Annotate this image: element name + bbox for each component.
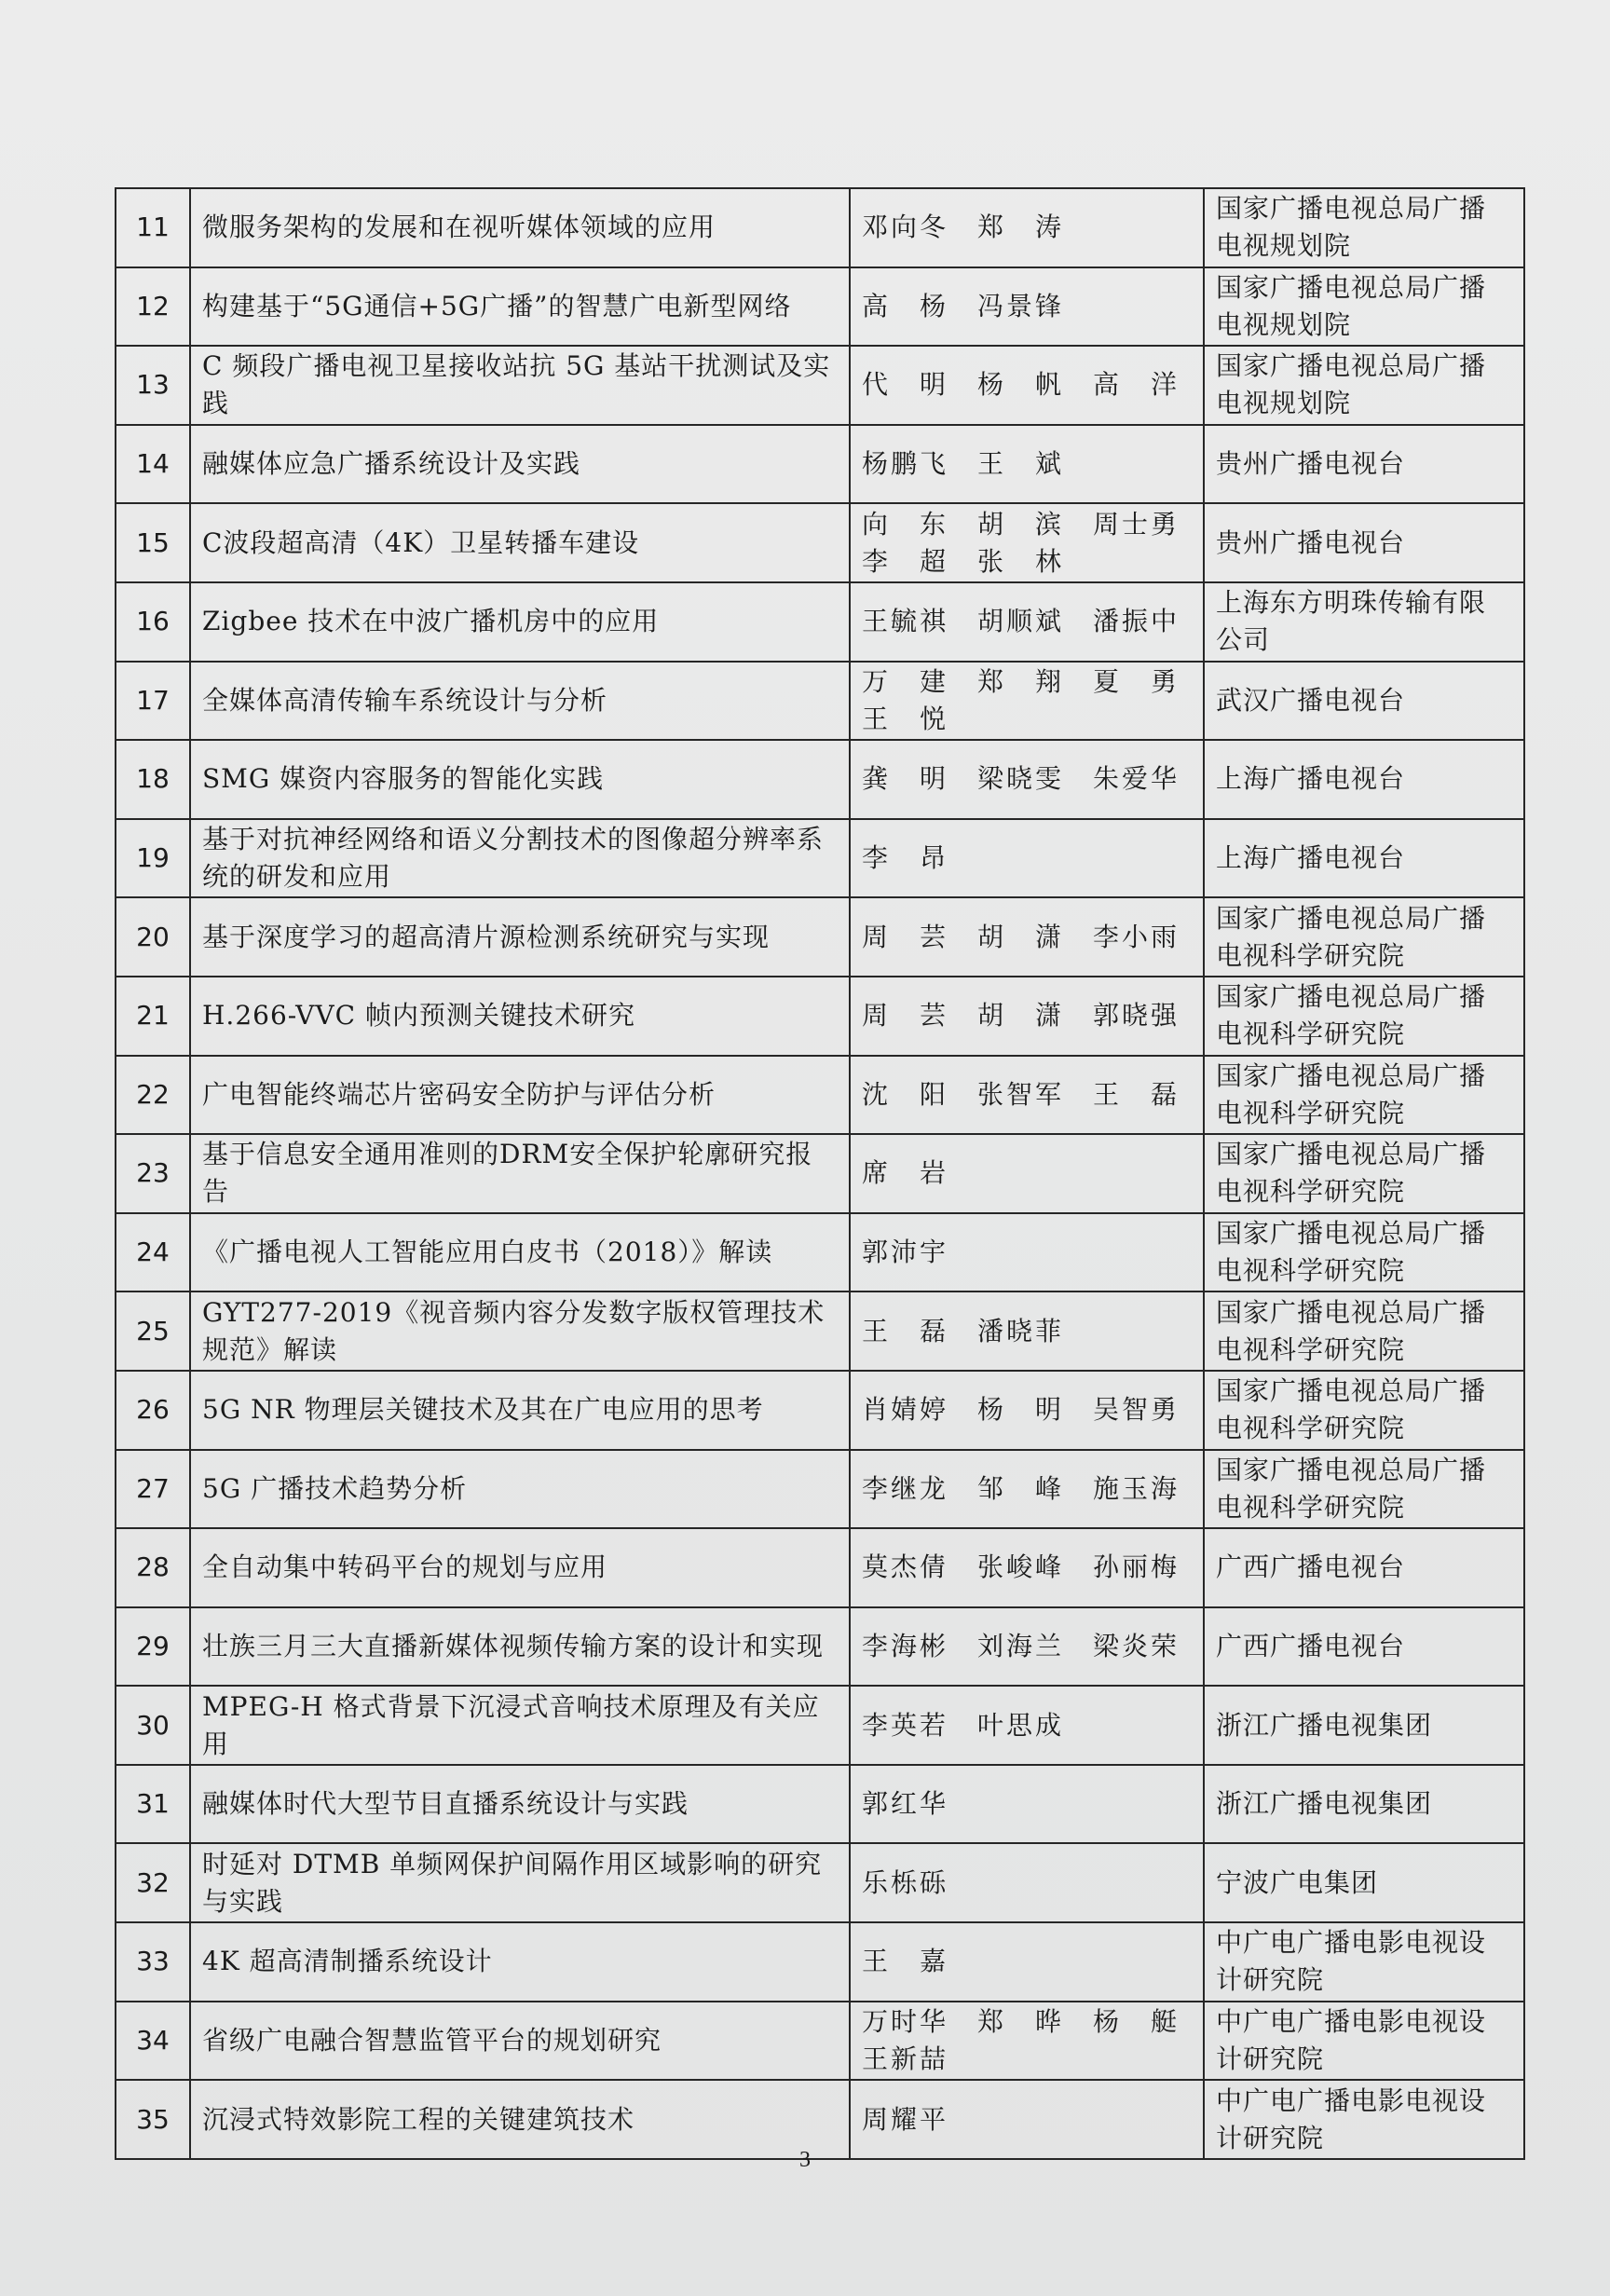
paper-title: 全媒体高清传输车系统设计与分析 xyxy=(190,662,850,741)
row-number: 27 xyxy=(116,1450,190,1529)
table-row xyxy=(116,1607,1524,1687)
table-row xyxy=(116,662,1524,741)
table-row xyxy=(116,1134,1524,1213)
paper-title: MPEG-H 格式背景下沉浸式音响技术原理及有关应用 xyxy=(190,1686,850,1765)
row-number: 24 xyxy=(116,1213,190,1292)
table-row xyxy=(116,1922,1524,2002)
row-number: 14 xyxy=(116,425,190,504)
table-row xyxy=(116,425,1524,504)
paper-title: 时延对 DTMB 单频网保护间隔作用区域影响的研究与实践 xyxy=(190,1843,850,1922)
authors: 邓向冬 郑 涛 xyxy=(850,188,1204,267)
authors: 王 磊 潘晓菲 xyxy=(850,1292,1204,1371)
row-number: 18 xyxy=(116,740,190,819)
row-number: 13 xyxy=(116,346,190,425)
table-row xyxy=(116,1843,1524,1922)
table-row xyxy=(116,346,1524,425)
row-number: 15 xyxy=(116,503,190,582)
organization: 广西广播电视台 xyxy=(1204,1607,1524,1687)
row-number: 29 xyxy=(116,1607,190,1687)
organization: 国家广播电视总局广播电视规划院 xyxy=(1204,346,1524,425)
authors: 杨鹏飞 王 斌 xyxy=(850,425,1204,504)
organization: 贵州广播电视台 xyxy=(1204,503,1524,582)
organization: 广西广播电视台 xyxy=(1204,1528,1524,1607)
authors: 代 明 杨 帆 高 洋 xyxy=(850,346,1204,425)
organization: 贵州广播电视台 xyxy=(1204,425,1524,504)
paper-title: 基于对抗神经网络和语义分割技术的图像超分辨率系统的研发和应用 xyxy=(190,819,850,898)
organization: 国家广播电视总局广播电视科学研究院 xyxy=(1204,1213,1524,1292)
paper-title: 5G 广播技术趋势分析 xyxy=(190,1450,850,1529)
authors: 周 芸 胡 潇 郭晓强 xyxy=(850,977,1204,1056)
authors: 李英若 叶思成 xyxy=(850,1686,1204,1765)
authors: 李海彬 刘海兰 梁炎荣 xyxy=(850,1607,1204,1687)
paper-title: 全自动集中转码平台的规划与应用 xyxy=(190,1528,850,1607)
authors: 莫杰倩 张峻峰 孙丽梅 xyxy=(850,1528,1204,1607)
paper-title: 广电智能终端芯片密码安全防护与评估分析 xyxy=(190,1056,850,1135)
table-row xyxy=(116,819,1524,898)
paper-title: C波段超高清（4K）卫星转播车建设 xyxy=(190,503,850,582)
authors: 王毓祺 胡顺斌 潘振中 xyxy=(850,582,1204,662)
row-number: 11 xyxy=(116,188,190,267)
authors: 沈 阳 张智军 王 磊 xyxy=(850,1056,1204,1135)
row-number: 28 xyxy=(116,1528,190,1607)
authors: 李 昂 xyxy=(850,819,1204,898)
row-number: 12 xyxy=(116,267,190,347)
table-row xyxy=(116,188,1524,267)
row-number: 35 xyxy=(116,2080,190,2159)
paper-title: SMG 媒资内容服务的智能化实践 xyxy=(190,740,850,819)
authors: 席 岩 xyxy=(850,1134,1204,1213)
table-row xyxy=(116,740,1524,819)
row-number: 20 xyxy=(116,897,190,977)
page-number: 3 xyxy=(799,2148,811,2172)
row-number: 16 xyxy=(116,582,190,662)
table-row xyxy=(116,267,1524,347)
row-number: 30 xyxy=(116,1686,190,1765)
row-number: 21 xyxy=(116,977,190,1056)
table-row xyxy=(116,1765,1524,1844)
table-row xyxy=(116,503,1524,582)
paper-title: GYT277-2019《视音频内容分发数字版权管理技术规范》解读 xyxy=(190,1292,850,1371)
organization: 宁波广电集团 xyxy=(1204,1843,1524,1922)
table-row xyxy=(116,977,1524,1056)
organization: 国家广播电视总局广播电视科学研究院 xyxy=(1204,1134,1524,1213)
organization: 上海东方明珠传输有限公司 xyxy=(1204,582,1524,662)
table-row xyxy=(116,897,1524,977)
authors: 万 建 郑 翔 夏 勇 王 悦 xyxy=(850,662,1204,741)
paper-title: 沉浸式特效影院工程的关键建筑技术 xyxy=(190,2080,850,2159)
table-body xyxy=(116,188,1524,2159)
organization: 浙江广播电视集团 xyxy=(1204,1686,1524,1765)
row-number: 22 xyxy=(116,1056,190,1135)
authors: 肖婧婷 杨 明 吴智勇 xyxy=(850,1371,1204,1450)
table-row xyxy=(116,1686,1524,1765)
authors: 郭红华 xyxy=(850,1765,1204,1844)
authors: 龚 明 梁晓雯 朱爱华 xyxy=(850,740,1204,819)
table-row xyxy=(116,1371,1524,1450)
paper-title: 微服务架构的发展和在视听媒体领域的应用 xyxy=(190,188,850,267)
organization: 国家广播电视总局广播电视科学研究院 xyxy=(1204,1371,1524,1450)
paper-title: 基于信息安全通用准则的DRM安全保护轮廓研究报告 xyxy=(190,1134,850,1213)
authors: 向 东 胡 滨 周士勇 李 超 张 林 xyxy=(850,503,1204,582)
organization: 国家广播电视总局广播电视科学研究院 xyxy=(1204,977,1524,1056)
organization: 浙江广播电视集团 xyxy=(1204,1765,1524,1844)
paper-title: 省级广电融合智慧监管平台的规划研究 xyxy=(190,2002,850,2081)
row-number: 25 xyxy=(116,1292,190,1371)
paper-title: 5G NR 物理层关键技术及其在广电应用的思考 xyxy=(190,1371,850,1450)
paper-title: H.266-VVC 帧内预测关键技术研究 xyxy=(190,977,850,1056)
row-number: 33 xyxy=(116,1922,190,2002)
organization: 国家广播电视总局广播电视科学研究院 xyxy=(1204,1292,1524,1371)
table-row xyxy=(116,1292,1524,1371)
organization: 国家广播电视总局广播电视科学研究院 xyxy=(1204,1450,1524,1529)
organization: 中广电广播电影电视设计研究院 xyxy=(1204,1922,1524,2002)
organization: 中广电广播电影电视设计研究院 xyxy=(1204,2080,1524,2159)
authors: 周 芸 胡 潇 李小雨 xyxy=(850,897,1204,977)
paper-title: 基于深度学习的超高清片源检测系统研究与实现 xyxy=(190,897,850,977)
organization: 上海广播电视台 xyxy=(1204,740,1524,819)
paper-title: 《广播电视人工智能应用白皮书（2018）》解读 xyxy=(190,1213,850,1292)
table-row xyxy=(116,1056,1524,1135)
organization: 武汉广播电视台 xyxy=(1204,662,1524,741)
organization: 国家广播电视总局广播电视科学研究院 xyxy=(1204,1056,1524,1135)
paper-title: 构建基于“5G通信+5G广播”的智慧广电新型网络 xyxy=(190,267,850,347)
authors: 李继龙 邹 峰 施玉海 xyxy=(850,1450,1204,1529)
row-number: 17 xyxy=(116,662,190,741)
award-list-table xyxy=(115,187,1525,2160)
organization: 上海广播电视台 xyxy=(1204,819,1524,898)
table-row xyxy=(116,2002,1524,2081)
organization: 国家广播电视总局广播电视规划院 xyxy=(1204,267,1524,347)
row-number: 34 xyxy=(116,2002,190,2081)
authors: 万时华 郑 晔 杨 艇 王新喆 xyxy=(850,2002,1204,2081)
authors: 高 杨 冯景锋 xyxy=(850,267,1204,347)
paper-title: 壮族三月三大直播新媒体视频传输方案的设计和实现 xyxy=(190,1607,850,1687)
row-number: 26 xyxy=(116,1371,190,1450)
authors: 周耀平 xyxy=(850,2080,1204,2159)
organization: 国家广播电视总局广播电视科学研究院 xyxy=(1204,897,1524,977)
table-row xyxy=(116,1528,1524,1607)
authors: 乐栎砾 xyxy=(850,1843,1204,1922)
row-number: 23 xyxy=(116,1134,190,1213)
table-row xyxy=(116,582,1524,662)
paper-title: Zigbee 技术在中波广播机房中的应用 xyxy=(190,582,850,662)
row-number: 31 xyxy=(116,1765,190,1844)
authors: 王 嘉 xyxy=(850,1922,1204,2002)
table-row xyxy=(116,1450,1524,1529)
paper-title: 4K 超高清制播系统设计 xyxy=(190,1922,850,2002)
paper-title: 融媒体应急广播系统设计及实践 xyxy=(190,425,850,504)
row-number: 19 xyxy=(116,819,190,898)
paper-title: C 频段广播电视卫星接收站抗 5G 基站干扰测试及实践 xyxy=(190,346,850,425)
row-number: 32 xyxy=(116,1843,190,1922)
table-row xyxy=(116,1213,1524,1292)
paper-title: 融媒体时代大型节目直播系统设计与实践 xyxy=(190,1765,850,1844)
authors: 郭沛宇 xyxy=(850,1213,1204,1292)
organization: 中广电广播电影电视设计研究院 xyxy=(1204,2002,1524,2081)
organization: 国家广播电视总局广播电视规划院 xyxy=(1204,188,1524,267)
